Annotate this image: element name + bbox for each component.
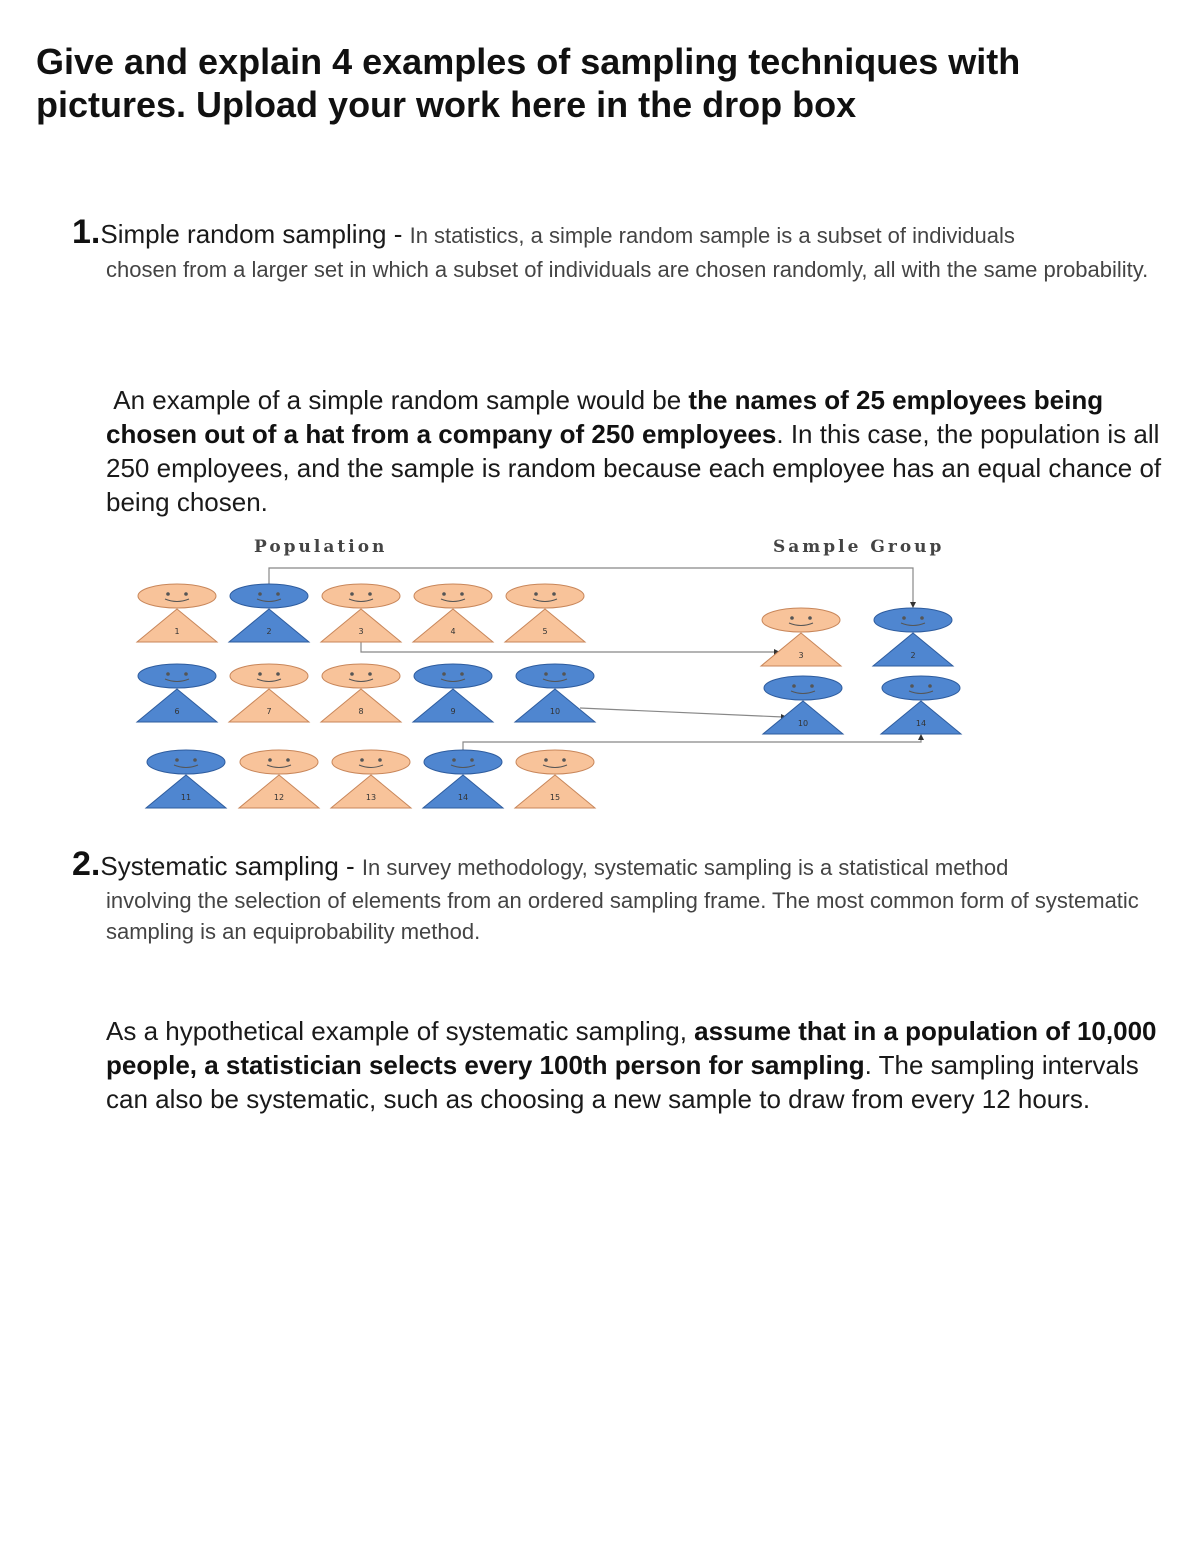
sample-head [764, 676, 842, 700]
population-figure [137, 664, 217, 722]
population-body [321, 689, 401, 722]
eye-icon [562, 672, 566, 676]
sample-head [882, 676, 960, 700]
population-figure [413, 584, 493, 642]
item-2-example [106, 1014, 1176, 1116]
population-number: 6 [174, 707, 180, 716]
eye-icon [442, 592, 446, 596]
population-number: 10 [549, 707, 561, 716]
population-head [322, 584, 400, 608]
eye-icon [193, 758, 197, 762]
sample-number: 14 [915, 719, 927, 728]
population-figure [137, 584, 217, 642]
eye-icon [175, 758, 179, 762]
sample-body [763, 701, 843, 734]
eye-icon [552, 592, 556, 596]
population-body [515, 775, 595, 808]
arrowhead-icon [918, 734, 924, 740]
eye-icon [166, 592, 170, 596]
item-1-definition-first: In statistics, a simple random sample is a subset of individuals [409, 223, 1015, 248]
sample-figure [873, 608, 953, 666]
population-body [413, 689, 493, 722]
population-number: 15 [549, 793, 561, 802]
population-figure [229, 664, 309, 722]
eye-icon [470, 758, 474, 762]
population-body [413, 609, 493, 642]
population-body [146, 775, 226, 808]
eye-icon [368, 592, 372, 596]
sample-group-label: Sample Group [773, 537, 945, 557]
population-body [239, 775, 319, 808]
population-number: 3 [358, 627, 364, 636]
population-figure [239, 750, 319, 808]
item-1-example-bold: the names of 25 employees being chosen out of a hat from a company of 250 employees [106, 385, 1104, 449]
eye-icon [184, 592, 188, 596]
population-head [230, 584, 308, 608]
eye-icon [268, 758, 272, 762]
eye-icon [258, 592, 262, 596]
population-number: 1 [174, 627, 180, 636]
population-head [240, 750, 318, 774]
population-head [322, 664, 400, 688]
sample-head [874, 608, 952, 632]
item-2-example-pre: As a hypothetical example of systematic sampling, [106, 1016, 695, 1046]
sample-figures [761, 608, 961, 734]
population-head [414, 584, 492, 608]
item-2-heading [72, 845, 1162, 884]
population-figure [413, 664, 493, 722]
population-head [332, 750, 410, 774]
population-head [138, 664, 216, 688]
population-number: 12 [273, 793, 285, 802]
population-figure [423, 750, 503, 808]
eye-icon [920, 616, 924, 620]
sample-body [873, 633, 953, 666]
population-number: 14 [457, 793, 469, 802]
population-head [516, 664, 594, 688]
population-figures [137, 584, 595, 808]
eye-icon [544, 672, 548, 676]
population-figure [229, 584, 309, 642]
item-2-example-bold: assume that in a population of 10,000 people, a statistician selects every 100th person for sampling [106, 1016, 1157, 1080]
sample-figure [881, 676, 961, 734]
sampling-diagram [130, 532, 970, 814]
sample-number: 10 [797, 719, 809, 728]
population-number: 13 [365, 793, 377, 802]
sample-number: 3 [798, 651, 804, 660]
population-body [331, 775, 411, 808]
population-number: 2 [266, 627, 272, 636]
eye-icon [460, 592, 464, 596]
item-2-example-post: . The sampling intervals can also be systematic, such as choosing a new sample to draw from every 12 hours. [106, 1050, 1139, 1114]
population-body [515, 689, 595, 722]
arrowhead-icon [910, 602, 916, 608]
eye-icon [792, 684, 796, 688]
eye-icon [368, 672, 372, 676]
population-number: 5 [542, 627, 548, 636]
arrow-3 [361, 642, 776, 652]
item-1-example [106, 383, 1176, 519]
item-2-definition-rest: involving the selection of elements from an ordered sampling frame. The most common form of systematic sampling is an equiprobability method. [106, 888, 1139, 944]
eye-icon [184, 672, 188, 676]
population-body [321, 609, 401, 642]
population-number: 9 [450, 707, 456, 716]
eye-icon [534, 592, 538, 596]
eye-icon [562, 758, 566, 762]
eye-icon [790, 616, 794, 620]
item-2-definition-first: In survey methodology, systematic sampling is a statistical method [361, 855, 1009, 880]
population-number: 8 [358, 707, 364, 716]
eye-icon [360, 758, 364, 762]
eye-icon [810, 684, 814, 688]
population-body [505, 609, 585, 642]
eye-icon [276, 592, 280, 596]
population-figure [331, 750, 411, 808]
population-head [414, 664, 492, 688]
population-label: Population [254, 537, 388, 557]
eye-icon [902, 616, 906, 620]
item-1-name: Simple random sampling - [100, 219, 410, 249]
population-figure [515, 750, 595, 808]
population-head [424, 750, 502, 774]
population-body [423, 775, 503, 808]
eye-icon [350, 672, 354, 676]
eye-icon [452, 758, 456, 762]
item-2-number: 2. [72, 845, 101, 883]
eye-icon [286, 758, 290, 762]
population-figure [146, 750, 226, 808]
item-2-name: Systematic sampling - [100, 851, 362, 881]
item-1-number: 1. [72, 213, 101, 251]
population-head [506, 584, 584, 608]
eye-icon [166, 672, 170, 676]
sample-number: 2 [910, 651, 916, 660]
population-figure [321, 664, 401, 722]
population-head [138, 584, 216, 608]
eye-icon [258, 672, 262, 676]
population-head [516, 750, 594, 774]
eye-icon [460, 672, 464, 676]
page-title: Give and explain 4 examples of sampling techniques with pictures. Upload your work here in the drop box [36, 41, 1021, 125]
eye-icon [808, 616, 812, 620]
item-1-heading [72, 213, 1162, 252]
population-number: 7 [266, 707, 272, 716]
sample-figure [763, 676, 843, 734]
eye-icon [442, 672, 446, 676]
population-number: 4 [450, 627, 456, 636]
eye-icon [544, 758, 548, 762]
population-figure [505, 584, 585, 642]
sample-figure [761, 608, 841, 666]
item-1-example-pre: An example of a simple random sample would be [113, 385, 689, 415]
population-number: 11 [180, 793, 192, 802]
population-head [230, 664, 308, 688]
sample-body [881, 701, 961, 734]
population-head [147, 750, 225, 774]
population-body [137, 609, 217, 642]
eye-icon [350, 592, 354, 596]
population-body [137, 689, 217, 722]
population-figure [515, 664, 595, 722]
population-body [229, 609, 309, 642]
eye-icon [276, 672, 280, 676]
sample-head [762, 608, 840, 632]
sample-body [761, 633, 841, 666]
population-figure [321, 584, 401, 642]
arrow-10 [580, 708, 783, 717]
eye-icon [928, 684, 932, 688]
eye-icon [910, 684, 914, 688]
item-1-example-post: . In this case, the population is all 250 employees, and the sample is random because each employee has an equal chance of being chosen. [106, 419, 1162, 517]
eye-icon [378, 758, 382, 762]
arrow-14 [463, 736, 921, 750]
item-1-definition-rest: chosen from a larger set in which a subset of individuals are chosen randomly, all with the same probability. [106, 257, 1149, 282]
population-body [229, 689, 309, 722]
